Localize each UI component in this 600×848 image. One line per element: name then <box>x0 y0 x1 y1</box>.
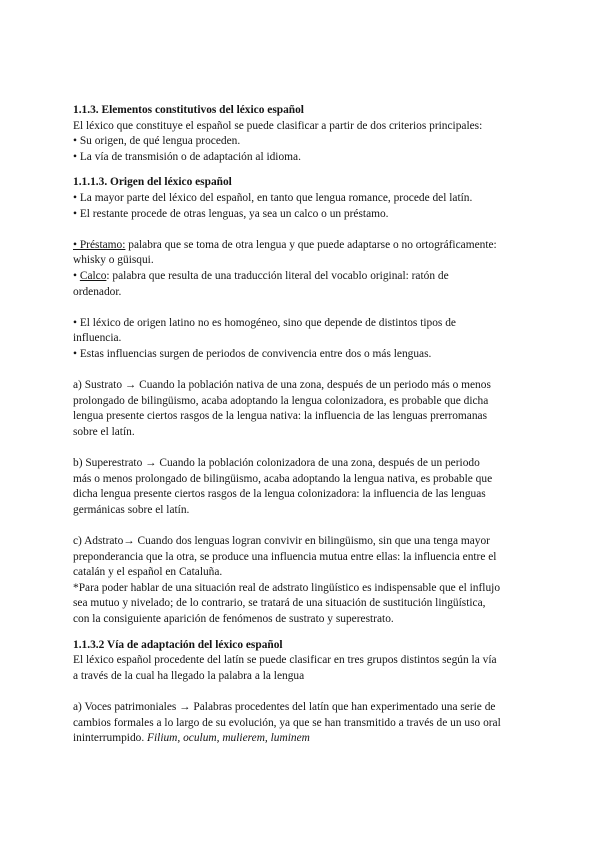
definition-prestamo-example: whisky o güisqui. <box>73 254 154 267</box>
paragraph-convivencia: • Estas influencias surgen de periodos de convivencia entre dos o más lenguas. <box>73 347 432 360</box>
spacer <box>73 165 533 175</box>
paragraph-intro: El léxico que constituye el español se puede clasificar a partir de dos criterios principales: <box>73 119 483 132</box>
spacer <box>73 363 533 379</box>
document-page <box>73 103 533 747</box>
sustrato-line-3: lengua presente ciertos rasgos de la lengua nativa: la influencia de las lenguas prerromanas <box>73 410 488 423</box>
sustrato-line-2: prolongado de bilingüismo, acaba adoptando la lengua colonizadora, es probable que dicha <box>73 394 489 407</box>
sustrato-line-1: a) Sustrato → Cuando la población nativa de una zona, después de un periodo más o menos <box>73 379 491 392</box>
superestrato-line-4: germánicas sobre el latín. <box>73 503 190 516</box>
term-prestamo: • Préstamo: <box>73 238 126 251</box>
patrimoniales-line-2: cambios formales a lo largo de su evolución, ya que se han transmitido a través de un uso oral <box>73 716 501 729</box>
definition-calco-text: : palabra que resulta de una traducción literal del vocablo original: ratón de <box>106 269 449 282</box>
patrimoniales-examples: Filium, oculum, mulierem, luminem <box>147 732 310 745</box>
superestrato-line-2: más o menos prolongado de bilingüismo, acaba adoptando la lengua nativa, es probable que <box>73 472 493 485</box>
definition-calco-example: ordenador. <box>73 285 122 298</box>
definition-calco <box>73 269 533 285</box>
spacer <box>73 518 533 534</box>
adstrato-note-line-2: sea mutuo y nivelado; de lo contrario, se tratará de una situación de sustitución lingüística, <box>73 597 486 610</box>
spacer <box>73 684 533 700</box>
bullet-restante: • El restante procede de otras lenguas, ya sea un calco o un préstamo. <box>73 207 389 220</box>
spacer <box>73 300 533 316</box>
bullet-mayor-parte: • La mayor parte del léxico del español, en tanto que lengua romance, procede del latín. <box>73 191 473 204</box>
section-heading-elementos: 1.1.3. Elementos constitutivos del léxico español <box>73 104 304 116</box>
patrimoniales-line-3-text: ininterrumpido. <box>73 732 148 745</box>
superestrato-line-3: dicha lengua presente ciertos rasgos de la lengua colonizadora: la influencia de las lenguas <box>73 488 486 501</box>
adstrato-line-2: preponderancia que la otra, se produce una influencia mutua entre ellas: la influencia entre el <box>73 550 497 563</box>
spacer <box>73 440 533 456</box>
patrimoniales-line-3 <box>73 731 533 747</box>
patrimoniales-line-1: a) Voces patrimoniales → Palabras procedentes del latín que han experimentado una serie de <box>73 700 496 713</box>
superestrato-line-1: b) Superestrato → Cuando la población colonizadora de una zona, después de un periodo <box>73 457 480 470</box>
adstrato-line-1: c) Adstrato→ Cuando dos lenguas logran convivir en bilingüismo, sin que una tenga mayor <box>73 535 490 548</box>
sustrato-line-4: sobre el latín. <box>73 425 135 438</box>
adstrato-note-line-3: con la consiguiente aparición de fenómenos de sustrato y superestrato. <box>73 613 394 625</box>
adstrato-line-3: catalán y el español en Cataluña. <box>73 566 223 579</box>
term-calco: Calco <box>79 269 107 282</box>
paragraph-origen-latino-2: influencia. <box>73 332 122 345</box>
via-intro-line-2: a través de la cual ha llegado la palabra a la lengua <box>73 669 305 682</box>
adstrato-note-line-1: *Para poder hablar de una situación real de adstrato lingüístico es indispensable que el influjo <box>73 581 501 594</box>
section-heading-origen: 1.1.1.3. Origen del léxico español <box>73 176 232 189</box>
definition-prestamo <box>73 238 533 254</box>
calco-bullet: • <box>73 269 80 282</box>
spacer <box>73 222 533 238</box>
section-heading-via: 1.1.3.2 Vía de adaptación del léxico español <box>73 638 283 651</box>
bullet-origen: • Su origen, de qué lengua proceden. <box>73 135 241 148</box>
via-intro-line-1: El léxico español procedente del latín se puede clasificar en tres grupos distintos según la vía <box>73 654 497 667</box>
spacer <box>73 628 533 638</box>
bullet-via: • La vía de transmisión o de adaptación al idioma. <box>73 150 301 163</box>
definition-prestamo-text: palabra que se toma de otra lengua y que puede adaptarse o no ortográficamente: <box>125 238 497 251</box>
paragraph-origen-latino-1: • El léxico de origen latino no es homogéneo, sino que depende de distintos tipos de <box>73 316 456 329</box>
